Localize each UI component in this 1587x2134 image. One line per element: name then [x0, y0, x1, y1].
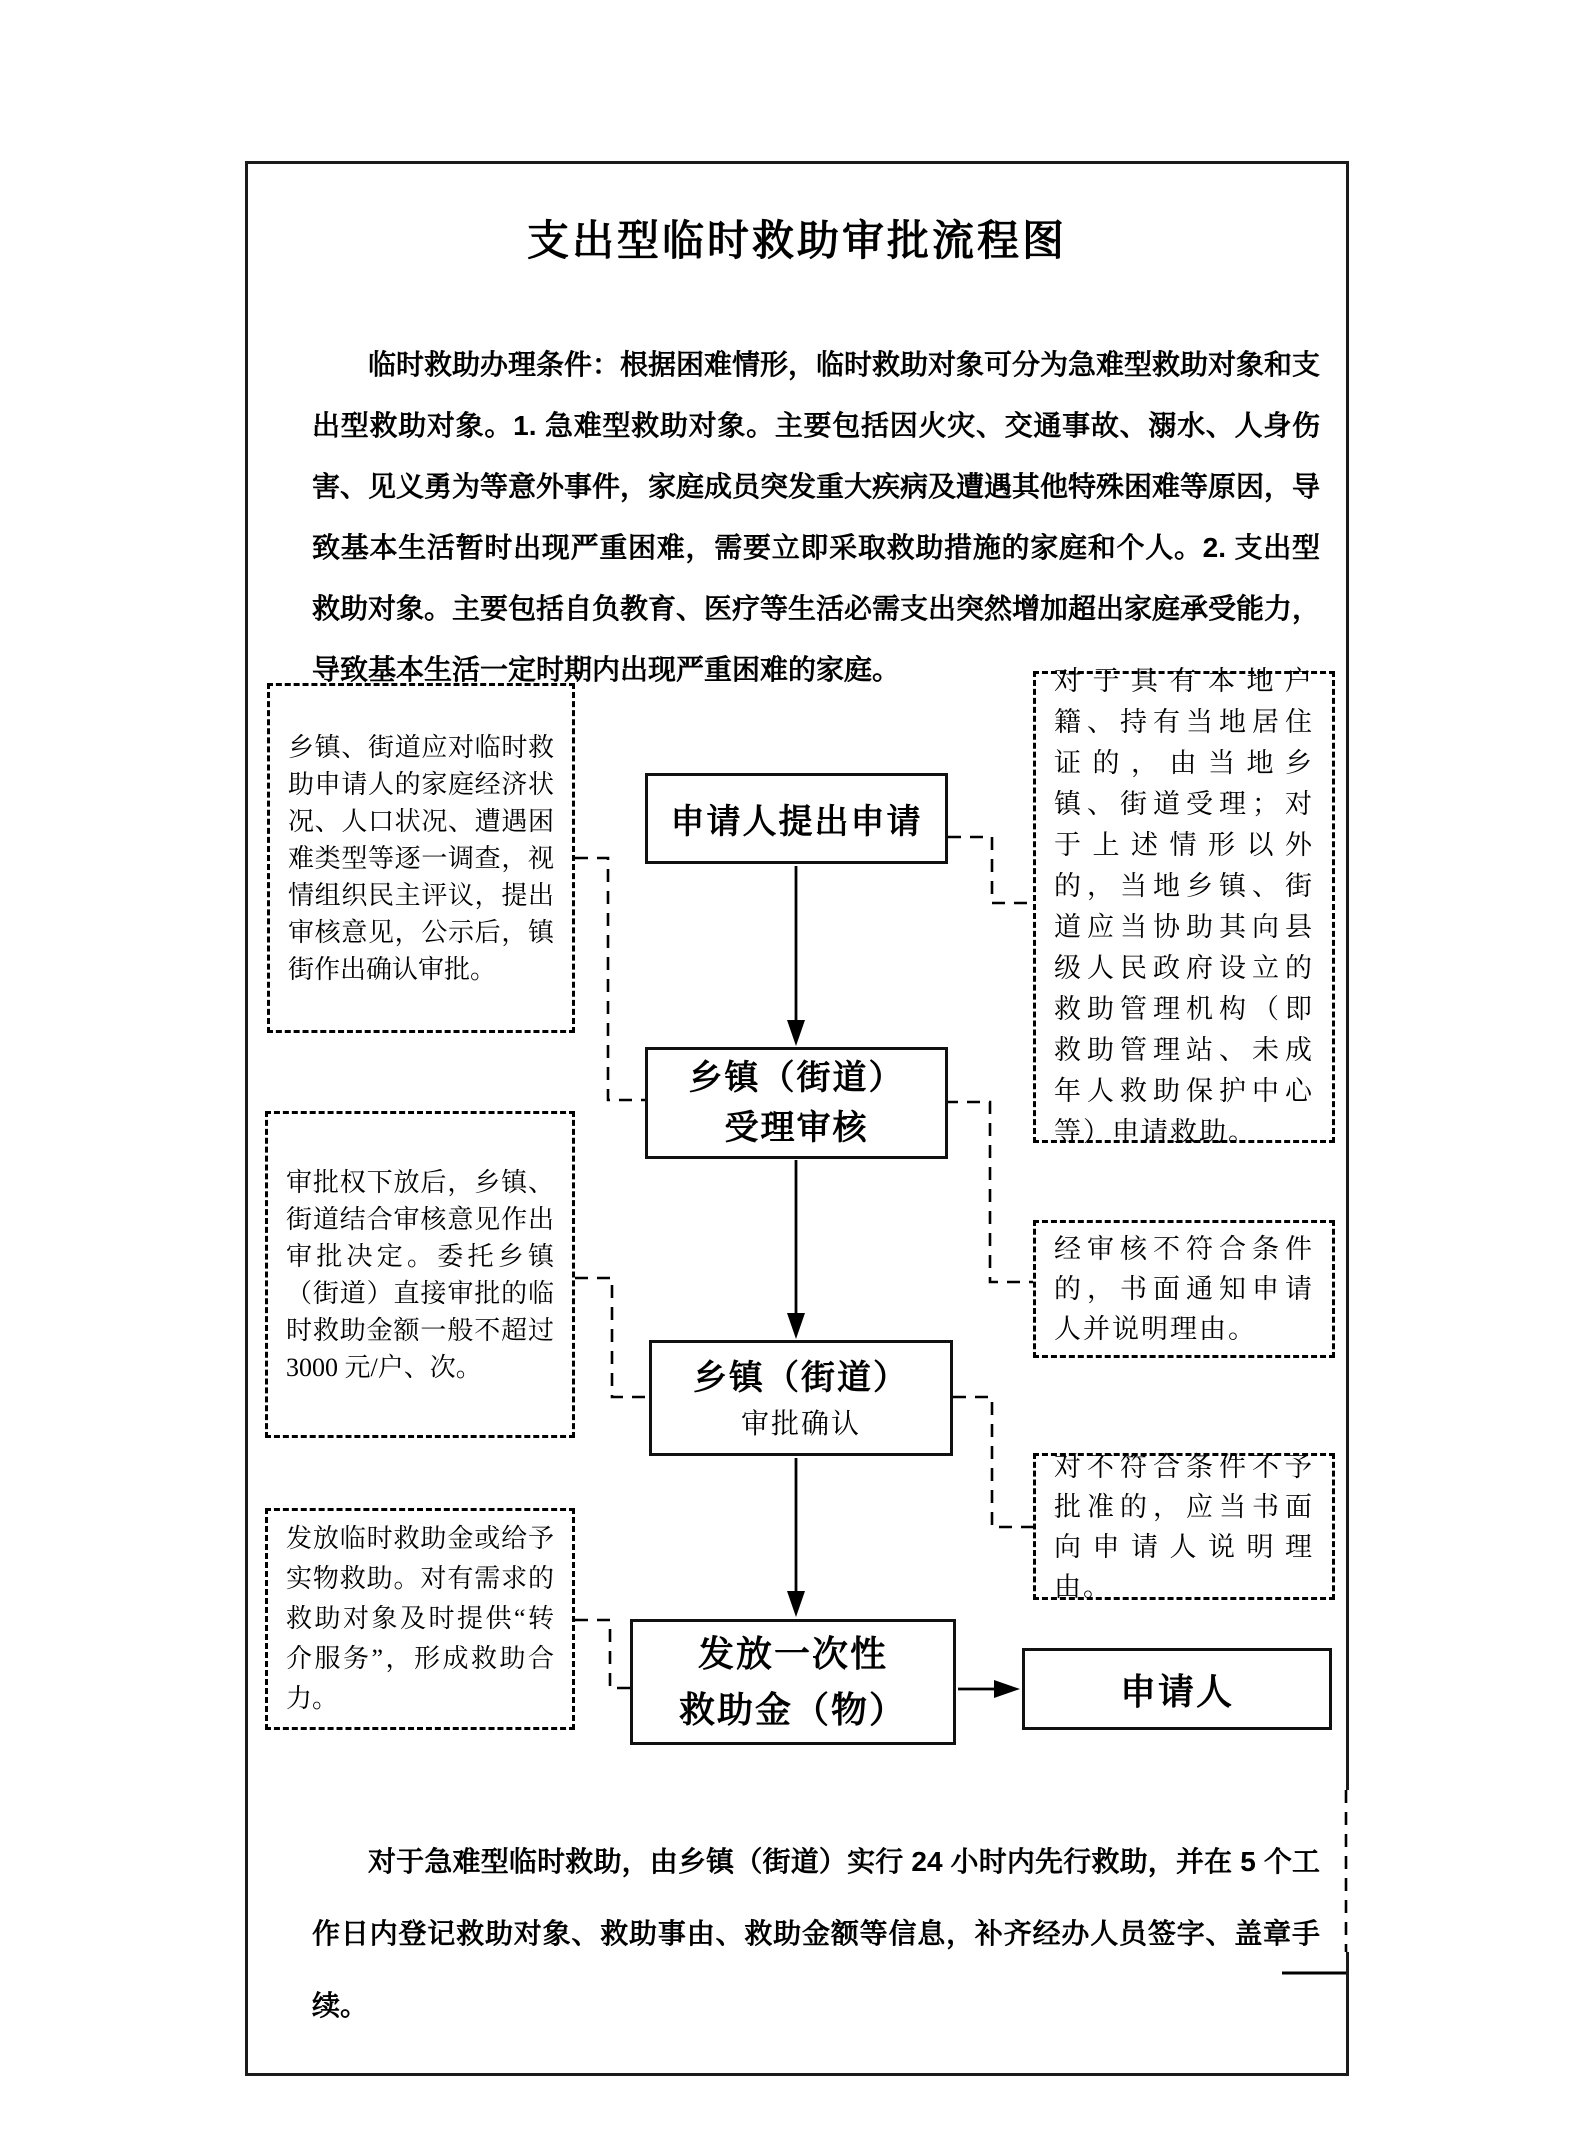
note-local-investigation: [267, 683, 575, 1033]
arrowhead-step2-step3: [787, 1313, 805, 1339]
flow-step-acceptance-review: [645, 1047, 948, 1159]
flow-step-application: [645, 773, 948, 864]
note-disapproval-reason: [1033, 1453, 1335, 1600]
connector-step3-to-right3: [953, 1397, 1033, 1527]
footer-paragraph: 对于急难型临时救助，由乡镇（街道）实行 24 小时内先行救助，并在 5 个工作日内登记救助对象、救助事由、救助金额等信息，补齐经办人员签字、盖章手续。: [312, 1846, 1320, 2021]
connector-left3-to-step4: [575, 1620, 630, 1688]
flow-step-applicant-label: 申请人: [1119, 1670, 1234, 1712]
note-approval-authority: [265, 1111, 575, 1438]
arrowhead-step4-step5: [994, 1680, 1020, 1698]
connector-left2-to-step3: [575, 1278, 649, 1397]
flow-step-acceptance-review-line1: 乡镇（街道）: [688, 1059, 905, 1097]
page-title: 支出型临时救助审批流程图: [526, 219, 1067, 265]
note-disbursement-referral: [265, 1508, 575, 1730]
flow-step-disbursement-line2: 救助金（物）: [678, 1689, 907, 1730]
note-approval-authority-text: 审批权下放后，乡镇、街道结合审核意见作出审批决定。委托乡镇（街道）直接审批的临时救助金额一般不超过 3000 元/户、次。: [286, 1167, 554, 1382]
flow-step-application-label: 申请人提出申请: [670, 803, 923, 841]
flow-step-approval-confirmation-line1: 乡镇（街道）: [693, 1359, 909, 1397]
arrowhead-step1-step2: [787, 1020, 805, 1046]
arrowhead-step3-step4: [787, 1591, 805, 1617]
connector-step2-to-right2: [945, 1102, 1033, 1282]
flow-step-disbursement-line1: 发放一次性: [697, 1633, 888, 1674]
flow-step-disbursement: [630, 1619, 956, 1745]
connector-step1-to-right1: [948, 837, 1033, 903]
note-local-investigation-text: 乡镇、街道应对临时救助申请人的家庭经济状况、人口状况、遭遇困难类型等逐一调查，视情组织民主评议，提出审核意见，公示后，镇街作出确认审批。: [288, 732, 554, 984]
note-disapproval-reason-text: 对不符合条件不予批准的，应当书面向申请人说明理由。: [1054, 1451, 1314, 1602]
intro-paragraph: 临时救助办理条件：根据困难情形，临时救助对象可分为急难型救助对象和支出型救助对象。1. 急难型救助对象。主要包括因火灾、交通事故、溺水、人身伤害、见义勇为等意外事件，家庭成员突发重大疾病及遭遇其他特殊困难等原因，导致基本生活暂时出现严重困难，需要立即采取救助措施的家庭和个人。2. 支出型救助对象。主要包括自负教育、医疗等生活必需支出突然增加超出家庭承受能力，导致基本生活一定时期内出现严重困难的家庭。: [312, 349, 1321, 685]
flow-step-approval-confirmation-line2: 审批确认: [740, 1408, 861, 1439]
note-review-rejection-text: 经审核不符合条件的，书面通知申请人并说明理由。: [1054, 1234, 1314, 1344]
flow-step-applicant: [1022, 1648, 1332, 1730]
note-review-rejection: [1033, 1220, 1335, 1358]
note-disbursement-referral-text: 发放临时救助金或给予实物救助。对有需求的救助对象及时提供“转介服务”，形成救助合力。: [286, 1524, 554, 1713]
connector-left1-to-step2: [575, 858, 645, 1100]
flow-step-acceptance-review-line2: 受理审核: [724, 1109, 869, 1147]
note-household-registration-text: 对于具有本地户籍、持有当地居住证的，由当地乡镇、街道受理；对于上述情形以外的，当地乡镇、街道应当协助其向县级人民政府设立的救助管理机构（即救助管理站、未成年人救助保护中心等）申请救助。: [1054, 666, 1314, 1147]
flow-step-approval-confirmation: [649, 1340, 953, 1456]
note-household-registration: [1033, 666, 1335, 1147]
